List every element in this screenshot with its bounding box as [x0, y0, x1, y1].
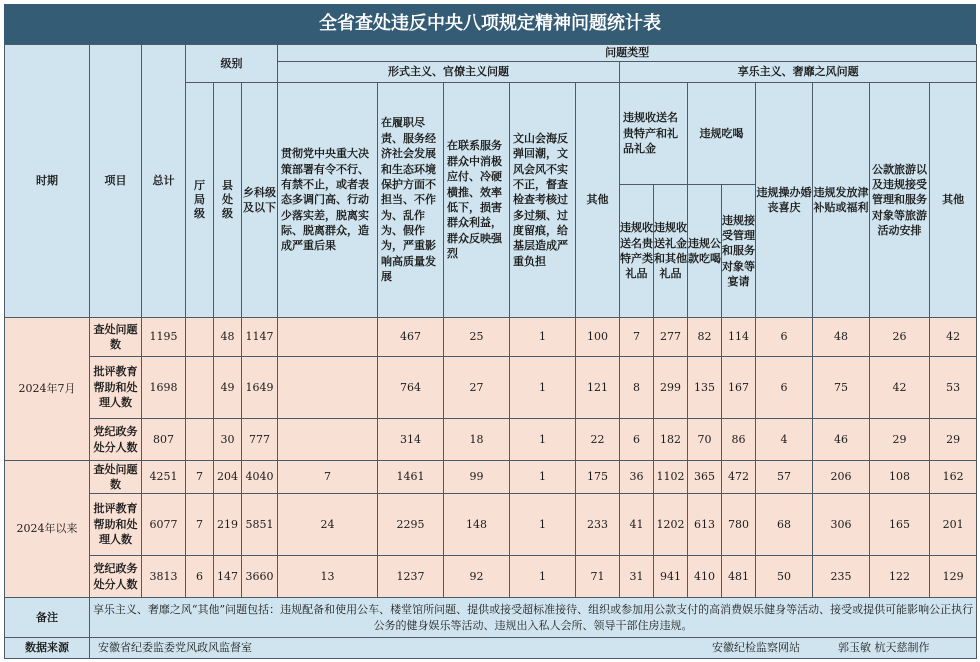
- header-level: 级别: [186, 45, 278, 83]
- cell-ting: 7: [186, 461, 214, 494]
- cell-g1: 6: [620, 419, 654, 461]
- cell-fo: 100: [576, 318, 620, 357]
- row-item: 党纪政务处分人数: [90, 556, 142, 598]
- cell-xiang: 5851: [242, 494, 278, 556]
- cell-f2: 1461: [378, 461, 444, 494]
- header-wedding: 违规操办婚丧喜庆: [756, 83, 813, 318]
- cell-f3: 18: [444, 419, 510, 461]
- header-gift2: 违规收送礼金和其他礼品: [654, 185, 688, 318]
- cell-fo: 71: [576, 556, 620, 598]
- source-row: [90, 638, 977, 659]
- table-title: 全省查处违反中央八项规定精神问题统计表: [4, 4, 976, 44]
- header-gift-group: 违规收送名贵特产和礼品礼金: [620, 83, 688, 185]
- cell-fo: 233: [576, 494, 620, 556]
- cell-f3: 148: [444, 494, 510, 556]
- header-level-xian: 县处级: [214, 83, 242, 318]
- cell-f1: 13: [278, 556, 378, 598]
- cell-d1: 135: [688, 357, 722, 419]
- cell-f2: 314: [378, 419, 444, 461]
- cell-f2: 2295: [378, 494, 444, 556]
- row-item: 党纪政务处分人数: [90, 419, 142, 461]
- stats-table-container: [4, 4, 976, 658]
- cell-w: 4: [756, 419, 813, 461]
- cell-d1: 82: [688, 318, 722, 357]
- cell-t: 165: [870, 494, 930, 556]
- cell-w: 6: [756, 318, 813, 357]
- cell-s: 306: [813, 494, 870, 556]
- cell-t: 26: [870, 318, 930, 357]
- cell-f1: 7: [278, 461, 378, 494]
- cell-xian: 204: [214, 461, 242, 494]
- cell-f3: 27: [444, 357, 510, 419]
- cell-xian: 48: [214, 318, 242, 357]
- cell-g2: 182: [654, 419, 688, 461]
- cell-total: 6077: [142, 494, 186, 556]
- cell-s: 206: [813, 461, 870, 494]
- cell-s: 75: [813, 357, 870, 419]
- cell-fo: 121: [576, 357, 620, 419]
- table-row: [5, 318, 977, 357]
- cell-g1: 8: [620, 357, 654, 419]
- cell-xiang: 4040: [242, 461, 278, 494]
- cell-f3: 92: [444, 556, 510, 598]
- cell-f1: [278, 419, 378, 461]
- header-dine2: 违规接受管理和服务对象等宴请: [722, 185, 756, 318]
- header-level-ting: 厅局级: [186, 83, 214, 318]
- cell-ting: [186, 357, 214, 419]
- cell-ho: 129: [930, 556, 977, 598]
- cell-d2: 780: [722, 494, 756, 556]
- header-item: 项目: [90, 45, 142, 318]
- cell-total: 3813: [142, 556, 186, 598]
- period-label: 2024年以来: [5, 461, 90, 598]
- cell-xian: 147: [214, 556, 242, 598]
- cell-xiang: 1147: [242, 318, 278, 357]
- cell-w: 6: [756, 357, 813, 419]
- cell-total: 807: [142, 419, 186, 461]
- cell-ho: 201: [930, 494, 977, 556]
- cell-d1: 410: [688, 556, 722, 598]
- row-item: 批评教育帮助和处理人数: [90, 494, 142, 556]
- header-travel: 公款旅游以及违规接受管理和服务对象等旅游活动安排: [870, 83, 930, 318]
- header-formalism-other: 其他: [576, 83, 620, 318]
- cell-xian: 30: [214, 419, 242, 461]
- header-dine1: 违规公款吃喝: [688, 185, 722, 318]
- cell-d2: 114: [722, 318, 756, 357]
- cell-f4: 1: [510, 556, 576, 598]
- header-level-xiang: 乡科级及以下: [242, 83, 278, 318]
- period-label: 2024年7月: [5, 318, 90, 461]
- cell-f4: 1: [510, 494, 576, 556]
- header-period: 时期: [5, 45, 90, 318]
- header-hedonism-other: 其他: [930, 83, 977, 318]
- cell-f2: 1237: [378, 556, 444, 598]
- cell-f4: 1: [510, 357, 576, 419]
- source-label: 数据来源: [5, 638, 90, 659]
- cell-g1: 41: [620, 494, 654, 556]
- cell-ting: [186, 419, 214, 461]
- table-row: [5, 357, 977, 419]
- row-item: 查处问题数: [90, 461, 142, 494]
- cell-d1: 70: [688, 419, 722, 461]
- header-formalism-col3: 在联系服务群众中消极应付、冷硬横推、效率低下，损害群众利益，群众反映强烈: [444, 83, 510, 318]
- header-formalism-group: 形式主义、官僚主义问题: [278, 62, 620, 83]
- cell-g1: 36: [620, 461, 654, 494]
- cell-g2: 941: [654, 556, 688, 598]
- cell-d1: 365: [688, 461, 722, 494]
- cell-ting: 7: [186, 494, 214, 556]
- header-subsidy: 违规发放津补贴或福利: [813, 83, 870, 318]
- cell-ting: [186, 318, 214, 357]
- cell-w: 57: [756, 461, 813, 494]
- cell-xiang: 3660: [242, 556, 278, 598]
- cell-ho: 42: [930, 318, 977, 357]
- cell-g1: 7: [620, 318, 654, 357]
- table-row: [5, 494, 977, 556]
- cell-ho: 53: [930, 357, 977, 419]
- cell-total: 4251: [142, 461, 186, 494]
- header-formalism-col2: 在履职尽责、服务经济社会发展和生态环境保护方面不担当、不作为、乱作为、假作为，严重影响高质量发展: [378, 83, 444, 318]
- header-formalism-col1: 贯彻党中央重大决策部署有令不行、有禁不止，或者表态多调门高、行动少落实差，脱离实际、脱离群众，造成严重后果: [278, 83, 378, 318]
- cell-t: 42: [870, 357, 930, 419]
- cell-f4: 1: [510, 318, 576, 357]
- source-authors: 郭玉敏 杭天慈制作: [838, 641, 930, 654]
- cell-f4: 1: [510, 461, 576, 494]
- cell-f1: [278, 357, 378, 419]
- cell-total: 1195: [142, 318, 186, 357]
- cell-t: 108: [870, 461, 930, 494]
- header-total: 总计: [142, 45, 186, 318]
- cell-g1: 31: [620, 556, 654, 598]
- header-dine-group: 违规吃喝: [688, 83, 756, 185]
- cell-f4: 1: [510, 419, 576, 461]
- cell-w: 68: [756, 494, 813, 556]
- cell-fo: 175: [576, 461, 620, 494]
- row-item: 批评教育帮助和处理人数: [90, 357, 142, 419]
- cell-t: 122: [870, 556, 930, 598]
- cell-xian: 49: [214, 357, 242, 419]
- cell-d2: 472: [722, 461, 756, 494]
- cell-ho: 29: [930, 419, 977, 461]
- cell-s: 48: [813, 318, 870, 357]
- row-item: 查处问题数: [90, 318, 142, 357]
- cell-total: 1698: [142, 357, 186, 419]
- cell-g2: 277: [654, 318, 688, 357]
- cell-d2: 481: [722, 556, 756, 598]
- cell-s: 235: [813, 556, 870, 598]
- cell-xiang: 1649: [242, 357, 278, 419]
- cell-g2: 1202: [654, 494, 688, 556]
- cell-d2: 86: [722, 419, 756, 461]
- cell-d1: 613: [688, 494, 722, 556]
- header-gift1: 违规收送名贵特产类礼品: [620, 185, 654, 318]
- cell-f1: 24: [278, 494, 378, 556]
- cell-w: 50: [756, 556, 813, 598]
- cell-t: 29: [870, 419, 930, 461]
- cell-g2: 1102: [654, 461, 688, 494]
- table-row: [5, 419, 977, 461]
- cell-f1: [278, 318, 378, 357]
- cell-xian: 219: [214, 494, 242, 556]
- cell-g2: 299: [654, 357, 688, 419]
- note-label: 备注: [5, 598, 90, 638]
- cell-d2: 167: [722, 357, 756, 419]
- header-hedonism-group: 享乐主义、奢靡之风问题: [620, 62, 977, 83]
- stats-table: [4, 44, 977, 659]
- cell-f2: 467: [378, 318, 444, 357]
- cell-ting: 6: [186, 556, 214, 598]
- cell-f3: 25: [444, 318, 510, 357]
- header-problem-type: 问题类型: [278, 45, 977, 62]
- cell-fo: 22: [576, 419, 620, 461]
- source-org: 安徽省纪委监委党风政风监督室: [98, 641, 252, 654]
- cell-xiang: 777: [242, 419, 278, 461]
- note-text: 享乐主义、奢靡之风“其他”问题包括：违规配备和使用公车、楼堂馆所问题、提供或接受超标准接待、组织或参加用公款支付的高消费娱乐健身等活动、接受或提供可能影响公正执行公务的健身娱乐等活动、违规出入私人会所、领导干部住房违规。: [90, 598, 977, 638]
- source-site: 安徽纪检监察网站: [712, 641, 800, 654]
- table-row: [5, 461, 977, 494]
- cell-s: 46: [813, 419, 870, 461]
- cell-f3: 99: [444, 461, 510, 494]
- table-row: [5, 556, 977, 598]
- cell-ho: 162: [930, 461, 977, 494]
- cell-f2: 764: [378, 357, 444, 419]
- header-formalism-col4: 文山会海反弹回潮，文风会风不实不正，督查检查考核过多过频、过度留痕，给基层造成严重负担: [510, 83, 576, 318]
